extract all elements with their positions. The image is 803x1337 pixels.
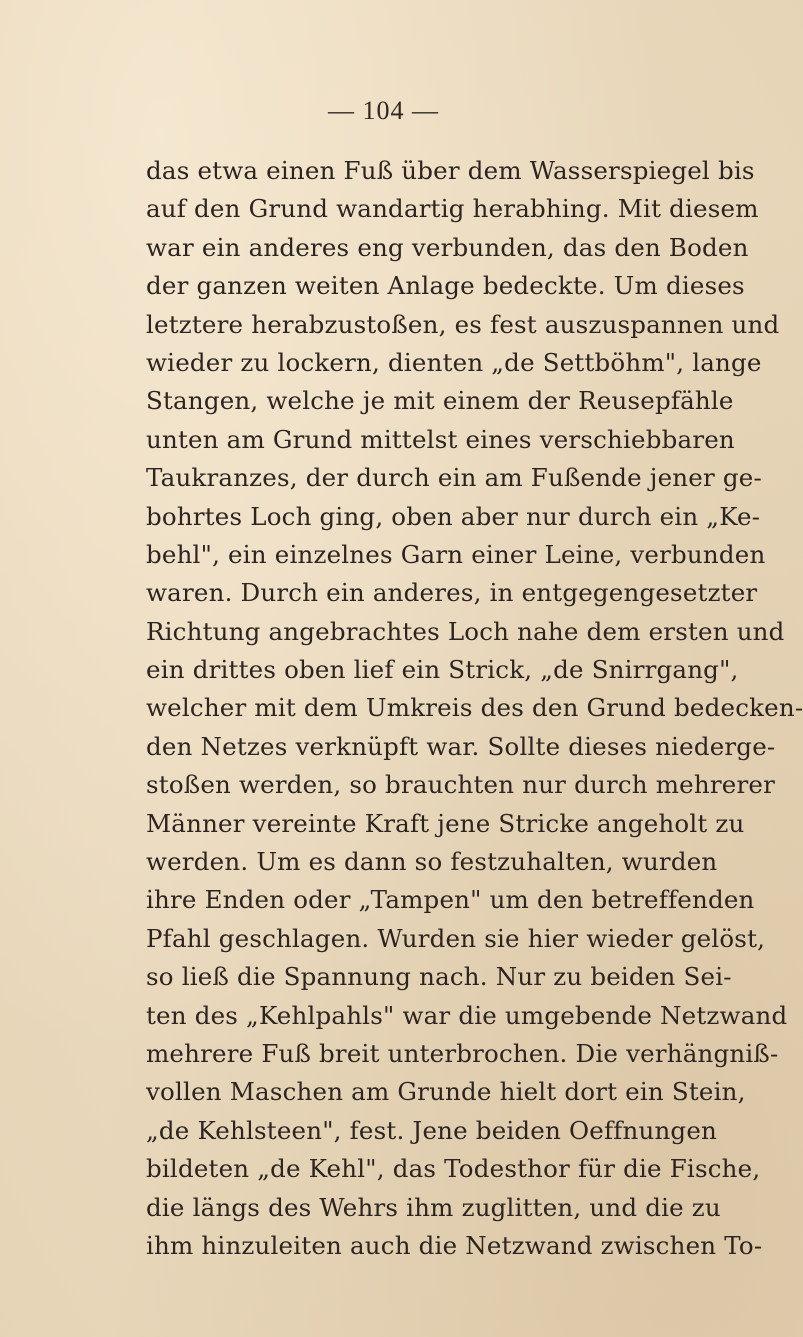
text-line: Männer vereinte Kraft jene Stricke angeholt zu [146,808,745,838]
text-line: so ließ die Spannung nach. Nur zu beiden Sei- [146,962,732,992]
text-line: vollen Maschen am Grunde hielt dort ein Stein, [146,1077,746,1107]
text-line: Richtung angebrachtes Loch nahe dem ersten und [146,616,785,646]
text-line: ihre Enden oder „Tampen" um den betreffenden [146,885,755,915]
text-line: Taukranzes, der durch ein am Fußende jener ge- [146,463,762,493]
text-line: das etwa einen Fuß über dem Wasserspiegel bis [146,156,755,185]
text-line: bildeten „de Kehl", das Todesthor für die Fische, [146,1154,761,1184]
text-line: letztere herabzustoßen, es fest auszuspannen und [146,309,780,339]
text-line: welcher mit dem Umkreis des den Grund bedecken- [146,693,803,723]
text-line: der ganzen weiten Anlage bedeckte. Um dieses [146,271,745,301]
page-number: — 104 — [328,96,439,125]
text-line: auf den Grund wandartig herabhing. Mit diesem [146,194,759,224]
text-line: behl", ein einzelnes Garn einer Leine, verbunden [146,539,766,569]
text-line: stoßen werden, so brauchten nur durch mehrerer [146,770,775,800]
text-line: unten am Grund mittelst eines verschiebbaren [146,424,735,454]
text-line: wieder zu lockern, dienten „de Settböhm", lange [146,347,762,377]
text-line: die längs des Wehrs ihm zuglitten, und die zu [146,1192,721,1222]
text-line: war ein anderes eng verbunden, das den Boden [146,232,749,262]
text-line: den Netzes verknüpft war. Sollte dieses niederge- [146,731,776,761]
text-line: „de Kehlsteen", fest. Jene beiden Oeffnungen [146,1115,717,1145]
body-text [146,152,803,1265]
text-line: ten des „Kehlpahls" war die umgebende Netzwand [146,1000,788,1030]
text-line: mehrere Fuß breit unterbrochen. Die verhängniß- [146,1038,779,1068]
text-line: Stangen, welche je mit einem der Reusepfähle [146,386,734,416]
text-line: werden. Um es dann so festzuhalten, wurden [146,847,718,877]
text-line: Pfahl geschlagen. Wurden sie hier wieder gelöst, [146,923,766,953]
text-line: ein drittes oben lief ein Strick, „de Snirrgang", [146,655,739,685]
text-line: bohrtes Loch ging, oben aber nur durch ein „Ke- [146,501,761,531]
text-line: ihm hinzuleiten auch die Netzwand zwischen To- [146,1230,763,1260]
text-line: waren. Durch ein anderes, in entgegengesetzter [146,578,758,608]
